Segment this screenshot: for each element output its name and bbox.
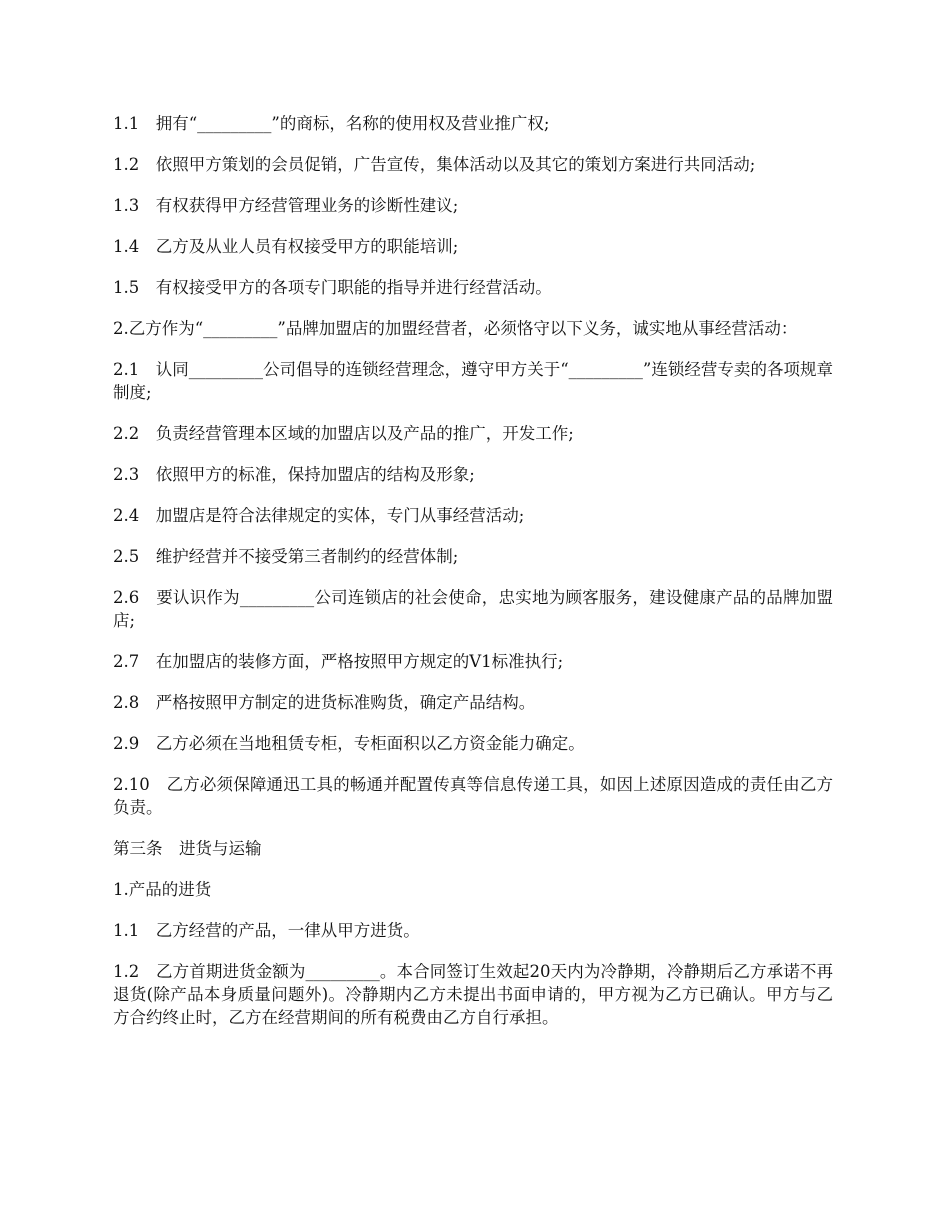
clause-3-1-1: 1.1 乙方经营的产品，一律从甲方进货。 — [113, 921, 420, 940]
clause-2-1: 2.1 认同_________公司倡导的连锁经营理念，遵守甲方关于“_________”连锁经营专卖的各项规章制度; — [113, 360, 833, 402]
clause-1-4: 1.4 乙方及从业人员有权接受甲方的职能培训; — [113, 237, 459, 256]
clause-2-5: 2.5 维护经营并不接受第三者制约的经营体制; — [113, 547, 459, 566]
clause-1-3: 1.3 有权获得甲方经营管理业务的诊断性建议; — [113, 196, 459, 215]
clause-2-7: 2.7 在加盟店的装修方面，严格按照甲方规定的V1标准执行; — [113, 652, 564, 671]
subsection-heading-purchase: 1.产品的进货 — [113, 880, 212, 899]
clause-2-4: 2.4 加盟店是符合法律规定的实体，专门从事经营活动; — [113, 506, 525, 525]
clause-2-3: 2.3 依照甲方的标准，保持加盟店的结构及形象; — [113, 465, 475, 484]
clause-2-6: 2.6 要认识作为_________公司连锁店的社会使命，忠实地为顾客服务，建设健康产品的品牌加盟店; — [113, 588, 833, 630]
clause-2-intro: 2.乙方作为“_________”品牌加盟店的加盟经营者，必须恪守以下义务，诚实地从事经营活动： — [113, 319, 798, 338]
clause-1-5: 1.5 有权接受甲方的各项专门职能的指导并进行经营活动。 — [113, 278, 552, 297]
clause-2-8: 2.8 严格按照甲方制定的进货标准购货，确定产品结构。 — [113, 693, 536, 712]
clause-2-10: 2.10 乙方必须保障通迅工具的畅通并配置传真等信息传递工具，如因上述原因造成的责任由乙方负责。 — [113, 775, 833, 817]
section-heading-article-3: 第三条 进货与运输 — [113, 839, 262, 858]
document-page — [113, 112, 833, 1029]
clause-3-1-2: 1.2 乙方首期进货金额为_________。本合同签订生效起20天内为冷静期，冷静期后乙方承诺不再退货(除产品本身质量问题外)。冷静期内乙方未提出书面申请的，甲方视为乙方已确认。甲方与乙方合约终止时，乙方在经营期间的所有税费由乙方自行承担。 — [113, 962, 833, 1027]
clause-2-2: 2.2 负责经营管理本区域的加盟店以及产品的推广，开发工作; — [113, 424, 574, 443]
clause-2-9: 2.9 乙方必须在当地租赁专柜，专柜面积以乙方资金能力确定。 — [113, 734, 585, 753]
clause-1-2: 1.2 依照甲方策划的会员促销，广告宣传，集体活动以及其它的策划方案进行共同活动; — [113, 155, 756, 174]
clause-1-1: 1.1 拥有“_________”的商标，名称的使用权及营业推广权; — [113, 114, 550, 133]
